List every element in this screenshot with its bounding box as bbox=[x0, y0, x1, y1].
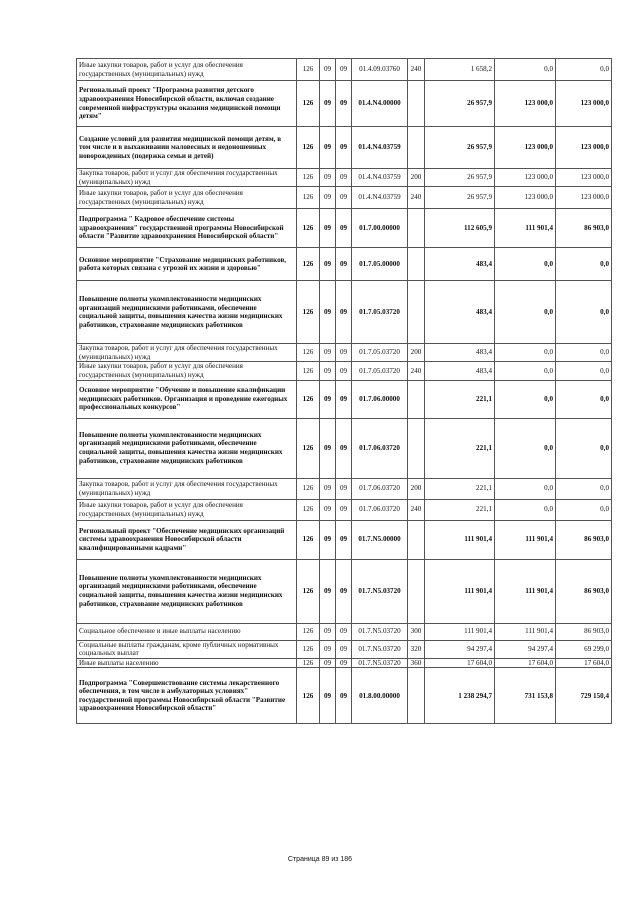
section-code-cell: 09 bbox=[320, 209, 336, 248]
row-name-cell: Закупка товаров, работ и услуг для обеспечения государственных (муниципальных) нужд bbox=[77, 344, 297, 362]
section-code-cell: 09 bbox=[320, 640, 336, 658]
amount-year-3-cell: 0,0 bbox=[556, 281, 612, 344]
amount-year-1-cell: 111 901,4 bbox=[425, 623, 495, 640]
target-article-code-cell: 01.4.N4.03759 bbox=[352, 127, 408, 169]
table-row bbox=[77, 362, 612, 380]
table-row bbox=[77, 623, 612, 640]
amount-year-2-cell: 0,0 bbox=[495, 59, 556, 81]
row-name-cell: Иные выплаты населению bbox=[77, 658, 297, 668]
amount-year-3-cell: 123 000,0 bbox=[556, 127, 612, 169]
subsection-code-cell: 09 bbox=[336, 623, 352, 640]
target-article-code-cell: 01.4.N4.00000 bbox=[352, 81, 408, 127]
target-article-code-cell: 01.7.N5.03720 bbox=[352, 623, 408, 640]
table-row bbox=[77, 81, 612, 127]
table-row bbox=[77, 59, 612, 81]
expense-type-code-cell bbox=[408, 418, 425, 478]
ved-code-cell: 126 bbox=[297, 169, 320, 187]
amount-year-1-cell: 112 605,9 bbox=[425, 209, 495, 248]
subsection-code-cell: 09 bbox=[336, 248, 352, 281]
subsection-code-cell: 09 bbox=[336, 281, 352, 344]
ved-code-cell: 126 bbox=[297, 127, 320, 169]
section-code-cell: 09 bbox=[320, 499, 336, 520]
amount-year-2-cell: 0,0 bbox=[495, 478, 556, 499]
ved-code-cell: 126 bbox=[297, 281, 320, 344]
amount-year-2-cell: 111 901,4 bbox=[495, 520, 556, 559]
row-name-cell: Подпрограмма " Кадровое обеспечение системы здравоохранения" государственной программы Новосибирской области "Развитие здравоохранения Новосибирской области" bbox=[77, 209, 297, 248]
subsection-code-cell: 09 bbox=[336, 362, 352, 380]
expense-type-code-cell bbox=[408, 380, 425, 418]
ved-code-cell: 126 bbox=[297, 520, 320, 559]
ved-code-cell: 126 bbox=[297, 380, 320, 418]
target-article-code-cell: 01.7.06.03720 bbox=[352, 418, 408, 478]
amount-year-1-cell: 94 297,4 bbox=[425, 640, 495, 658]
amount-year-1-cell: 483,4 bbox=[425, 344, 495, 362]
amount-year-1-cell: 221,1 bbox=[425, 418, 495, 478]
amount-year-1-cell: 26 957,9 bbox=[425, 169, 495, 187]
amount-year-2-cell: 0,0 bbox=[495, 281, 556, 344]
subsection-code-cell: 09 bbox=[336, 640, 352, 658]
amount-year-1-cell: 111 901,4 bbox=[425, 520, 495, 559]
section-code-cell: 09 bbox=[320, 127, 336, 169]
subsection-code-cell: 09 bbox=[336, 499, 352, 520]
expense-type-code-cell bbox=[408, 668, 425, 724]
amount-year-3-cell: 86 903,0 bbox=[556, 209, 612, 248]
target-article-code-cell: 01.7.N5.03720 bbox=[352, 640, 408, 658]
expense-type-code-cell bbox=[408, 281, 425, 344]
row-name-cell: Социальные выплаты гражданам, кроме публичных нормативных социальных выплат bbox=[77, 640, 297, 658]
section-code-cell: 09 bbox=[320, 187, 336, 209]
section-code-cell: 09 bbox=[320, 668, 336, 724]
amount-year-3-cell: 0,0 bbox=[556, 248, 612, 281]
section-code-cell: 09 bbox=[320, 658, 336, 668]
table-row bbox=[77, 187, 612, 209]
row-name-cell: Основное мероприятие "Обучение и повышение квалификации медицинских работников. Организация и проведение ежегодных профессиональных конкурсов" bbox=[77, 380, 297, 418]
table-row bbox=[77, 499, 612, 520]
amount-year-1-cell: 221,1 bbox=[425, 499, 495, 520]
subsection-code-cell: 09 bbox=[336, 127, 352, 169]
ved-code-cell: 126 bbox=[297, 81, 320, 127]
subsection-code-cell: 09 bbox=[336, 418, 352, 478]
row-name-cell: Иные закупки товаров, работ и услуг для обеспечения государственных (муниципальных) нужд bbox=[77, 499, 297, 520]
amount-year-3-cell: 86 903,0 bbox=[556, 623, 612, 640]
ved-code-cell: 126 bbox=[297, 623, 320, 640]
row-name-cell: Повышение полноты укомплектованности медицинских организаций медицинскими работниками, обеспечение социальной защиты, повышения качества жизни медицинских работников, страхование медицинских работников bbox=[77, 418, 297, 478]
row-name-cell: Закупка товаров, работ и услуг для обеспечения государственных (муниципальных) нужд bbox=[77, 169, 297, 187]
amount-year-2-cell: 111 901,4 bbox=[495, 623, 556, 640]
amount-year-3-cell: 86 903,0 bbox=[556, 520, 612, 559]
target-article-code-cell: 01.7.05.00000 bbox=[352, 248, 408, 281]
amount-year-2-cell: 111 901,4 bbox=[495, 209, 556, 248]
section-code-cell: 09 bbox=[320, 362, 336, 380]
expense-type-code-cell bbox=[408, 559, 425, 623]
table-row bbox=[77, 668, 612, 724]
row-name-cell: Повышение полноты укомплектованности медицинских организаций медицинскими работниками, обеспечение социальной защиты, повышения качества жизни медицинских работников, страхование медицинских работников bbox=[77, 281, 297, 344]
expense-type-code-cell bbox=[408, 81, 425, 127]
table-row bbox=[77, 658, 612, 668]
amount-year-3-cell: 0,0 bbox=[556, 499, 612, 520]
amount-year-3-cell: 123 000,0 bbox=[556, 169, 612, 187]
section-code-cell: 09 bbox=[320, 418, 336, 478]
ved-code-cell: 126 bbox=[297, 668, 320, 724]
table-row bbox=[77, 640, 612, 658]
ved-code-cell: 126 bbox=[297, 499, 320, 520]
section-code-cell: 09 bbox=[320, 169, 336, 187]
amount-year-1-cell: 26 957,9 bbox=[425, 187, 495, 209]
table-row bbox=[77, 344, 612, 362]
target-article-code-cell: 01.7.05.03720 bbox=[352, 362, 408, 380]
target-article-code-cell: 01.4.N4.03759 bbox=[352, 169, 408, 187]
amount-year-2-cell: 0,0 bbox=[495, 362, 556, 380]
target-article-code-cell: 01.4.09.03760 bbox=[352, 59, 408, 81]
target-article-code-cell: 01.7.N5.00000 bbox=[352, 520, 408, 559]
amount-year-1-cell: 26 957,9 bbox=[425, 127, 495, 169]
expense-type-code-cell: 300 bbox=[408, 623, 425, 640]
amount-year-2-cell: 123 000,0 bbox=[495, 187, 556, 209]
expense-type-code-cell bbox=[408, 209, 425, 248]
section-code-cell: 09 bbox=[320, 248, 336, 281]
target-article-code-cell: 01.7.00.00000 bbox=[352, 209, 408, 248]
subsection-code-cell: 09 bbox=[336, 668, 352, 724]
expense-type-code-cell: 240 bbox=[408, 59, 425, 81]
subsection-code-cell: 09 bbox=[336, 169, 352, 187]
subsection-code-cell: 09 bbox=[336, 658, 352, 668]
target-article-code-cell: 01.8.00.00000 bbox=[352, 668, 408, 724]
row-name-cell: Региональный проект "Программа развития детского здравоохранения Новосибирской области, включая создание современной инфраструктуры оказания медицинской помощи детям" bbox=[77, 81, 297, 127]
section-code-cell: 09 bbox=[320, 559, 336, 623]
amount-year-2-cell: 0,0 bbox=[495, 499, 556, 520]
section-code-cell: 09 bbox=[320, 380, 336, 418]
row-name-cell: Закупка товаров, работ и услуг для обеспечения государственных (муниципальных) нужд bbox=[77, 478, 297, 499]
amount-year-2-cell: 123 000,0 bbox=[495, 81, 556, 127]
row-name-cell: Иные закупки товаров, работ и услуг для обеспечения государственных (муниципальных) нужд bbox=[77, 187, 297, 209]
amount-year-3-cell: 0,0 bbox=[556, 478, 612, 499]
ved-code-cell: 126 bbox=[297, 187, 320, 209]
amount-year-3-cell: 123 000,0 bbox=[556, 81, 612, 127]
amount-year-3-cell: 0,0 bbox=[556, 362, 612, 380]
table-row bbox=[77, 281, 612, 344]
amount-year-2-cell: 0,0 bbox=[495, 418, 556, 478]
subsection-code-cell: 09 bbox=[336, 59, 352, 81]
ved-code-cell: 126 bbox=[297, 248, 320, 281]
subsection-code-cell: 09 bbox=[336, 559, 352, 623]
table-row bbox=[77, 559, 612, 623]
row-name-cell: Повышение полноты укомплектованности медицинских организаций медицинскими работниками, обеспечение социальной защиты, повышения качества жизни медицинских работников, страхование медицинских работников bbox=[77, 559, 297, 623]
table-row bbox=[77, 248, 612, 281]
section-code-cell: 09 bbox=[320, 281, 336, 344]
amount-year-2-cell: 731 153,8 bbox=[495, 668, 556, 724]
amount-year-3-cell: 86 903,0 bbox=[556, 559, 612, 623]
amount-year-1-cell: 221,1 bbox=[425, 380, 495, 418]
expense-type-code-cell bbox=[408, 520, 425, 559]
table-row bbox=[77, 520, 612, 559]
amount-year-2-cell: 111 901,4 bbox=[495, 559, 556, 623]
expense-type-code-cell: 320 bbox=[408, 640, 425, 658]
amount-year-2-cell: 123 000,0 bbox=[495, 127, 556, 169]
amount-year-1-cell: 483,4 bbox=[425, 362, 495, 380]
ved-code-cell: 126 bbox=[297, 344, 320, 362]
expense-type-code-cell: 200 bbox=[408, 344, 425, 362]
row-name-cell: Иные закупки товаров, работ и услуг для обеспечения государственных (муниципальных) нужд bbox=[77, 59, 297, 81]
row-name-cell: Иные закупки товаров, работ и услуг для обеспечения государственных (муниципальных) нужд bbox=[77, 362, 297, 380]
target-article-code-cell: 01.7.05.03720 bbox=[352, 281, 408, 344]
amount-year-1-cell: 111 901,4 bbox=[425, 559, 495, 623]
amount-year-2-cell: 0,0 bbox=[495, 248, 556, 281]
ved-code-cell: 126 bbox=[297, 362, 320, 380]
ved-code-cell: 126 bbox=[297, 209, 320, 248]
amount-year-3-cell: 0,0 bbox=[556, 418, 612, 478]
subsection-code-cell: 09 bbox=[336, 209, 352, 248]
table-row bbox=[77, 418, 612, 478]
amount-year-3-cell: 69 299,0 bbox=[556, 640, 612, 658]
expense-type-code-cell: 240 bbox=[408, 187, 425, 209]
section-code-cell: 09 bbox=[320, 344, 336, 362]
target-article-code-cell: 01.7.06.03720 bbox=[352, 499, 408, 520]
budget-table bbox=[76, 58, 612, 724]
expense-type-code-cell: 200 bbox=[408, 169, 425, 187]
subsection-code-cell: 09 bbox=[336, 81, 352, 127]
subsection-code-cell: 09 bbox=[336, 344, 352, 362]
target-article-code-cell: 01.7.N5.03720 bbox=[352, 658, 408, 668]
amount-year-3-cell: 0,0 bbox=[556, 59, 612, 81]
row-name-cell: Подпрограмма "Совершенствование системы лекарственного обеспечения, в том числе в амбулаторных условиях" государственной программы Новосибирской области "Развитие здравоохранения Новосибирской области" bbox=[77, 668, 297, 724]
expense-type-code-cell bbox=[408, 248, 425, 281]
target-article-code-cell: 01.4.N4.03759 bbox=[352, 187, 408, 209]
subsection-code-cell: 09 bbox=[336, 187, 352, 209]
amount-year-3-cell: 17 604,0 bbox=[556, 658, 612, 668]
ved-code-cell: 126 bbox=[297, 559, 320, 623]
row-name-cell: Основное мероприятие "Страхование медицинских работников, работа которых связана с угрозой их жизни и здоровью" bbox=[77, 248, 297, 281]
target-article-code-cell: 01.7.N5.03720 bbox=[352, 559, 408, 623]
target-article-code-cell: 01.7.06.00000 bbox=[352, 380, 408, 418]
ved-code-cell: 126 bbox=[297, 418, 320, 478]
amount-year-2-cell: 0,0 bbox=[495, 344, 556, 362]
table-row bbox=[77, 478, 612, 499]
amount-year-3-cell: 0,0 bbox=[556, 344, 612, 362]
row-name-cell: Социальное обеспечение и иные выплаты населению bbox=[77, 623, 297, 640]
row-name-cell: Региональный проект "Обеспечение медицинских организаций системы здравоохранения Новосибирской области квалифицированными кадрами" bbox=[77, 520, 297, 559]
table-row bbox=[77, 169, 612, 187]
amount-year-3-cell: 729 150,4 bbox=[556, 668, 612, 724]
section-code-cell: 09 bbox=[320, 520, 336, 559]
amount-year-3-cell: 0,0 bbox=[556, 380, 612, 418]
ved-code-cell: 126 bbox=[297, 658, 320, 668]
amount-year-1-cell: 1 658,2 bbox=[425, 59, 495, 81]
amount-year-2-cell: 123 000,0 bbox=[495, 169, 556, 187]
ved-code-cell: 126 bbox=[297, 478, 320, 499]
table-row bbox=[77, 209, 612, 248]
expense-type-code-cell: 240 bbox=[408, 499, 425, 520]
table-row bbox=[77, 127, 612, 169]
expense-type-code-cell bbox=[408, 127, 425, 169]
subsection-code-cell: 09 bbox=[336, 520, 352, 559]
section-code-cell: 09 bbox=[320, 81, 336, 127]
amount-year-2-cell: 17 604,0 bbox=[495, 658, 556, 668]
subsection-code-cell: 09 bbox=[336, 478, 352, 499]
section-code-cell: 09 bbox=[320, 59, 336, 81]
amount-year-3-cell: 123 000,0 bbox=[556, 187, 612, 209]
target-article-code-cell: 01.7.05.03720 bbox=[352, 344, 408, 362]
ved-code-cell: 126 bbox=[297, 59, 320, 81]
table-row bbox=[77, 380, 612, 418]
amount-year-1-cell: 483,4 bbox=[425, 248, 495, 281]
subsection-code-cell: 09 bbox=[336, 380, 352, 418]
section-code-cell: 09 bbox=[320, 478, 336, 499]
expense-type-code-cell: 360 bbox=[408, 658, 425, 668]
amount-year-1-cell: 1 238 294,7 bbox=[425, 668, 495, 724]
amount-year-1-cell: 221,1 bbox=[425, 478, 495, 499]
amount-year-1-cell: 26 957,9 bbox=[425, 81, 495, 127]
section-code-cell: 09 bbox=[320, 623, 336, 640]
page-number: Страница 89 из 186 bbox=[287, 856, 353, 863]
row-name-cell: Создание условий для развития медицинской помощи детям, в том числе и в выхаживании маловесных и недоношенных новорожденных (подержка семьи и детей) bbox=[77, 127, 297, 169]
expense-type-code-cell: 240 bbox=[408, 362, 425, 380]
amount-year-2-cell: 0,0 bbox=[495, 380, 556, 418]
amount-year-1-cell: 17 604,0 bbox=[425, 658, 495, 668]
amount-year-1-cell: 483,4 bbox=[425, 281, 495, 344]
target-article-code-cell: 01.7.06.03720 bbox=[352, 478, 408, 499]
expense-type-code-cell: 200 bbox=[408, 478, 425, 499]
amount-year-2-cell: 94 297,4 bbox=[495, 640, 556, 658]
ved-code-cell: 126 bbox=[297, 640, 320, 658]
